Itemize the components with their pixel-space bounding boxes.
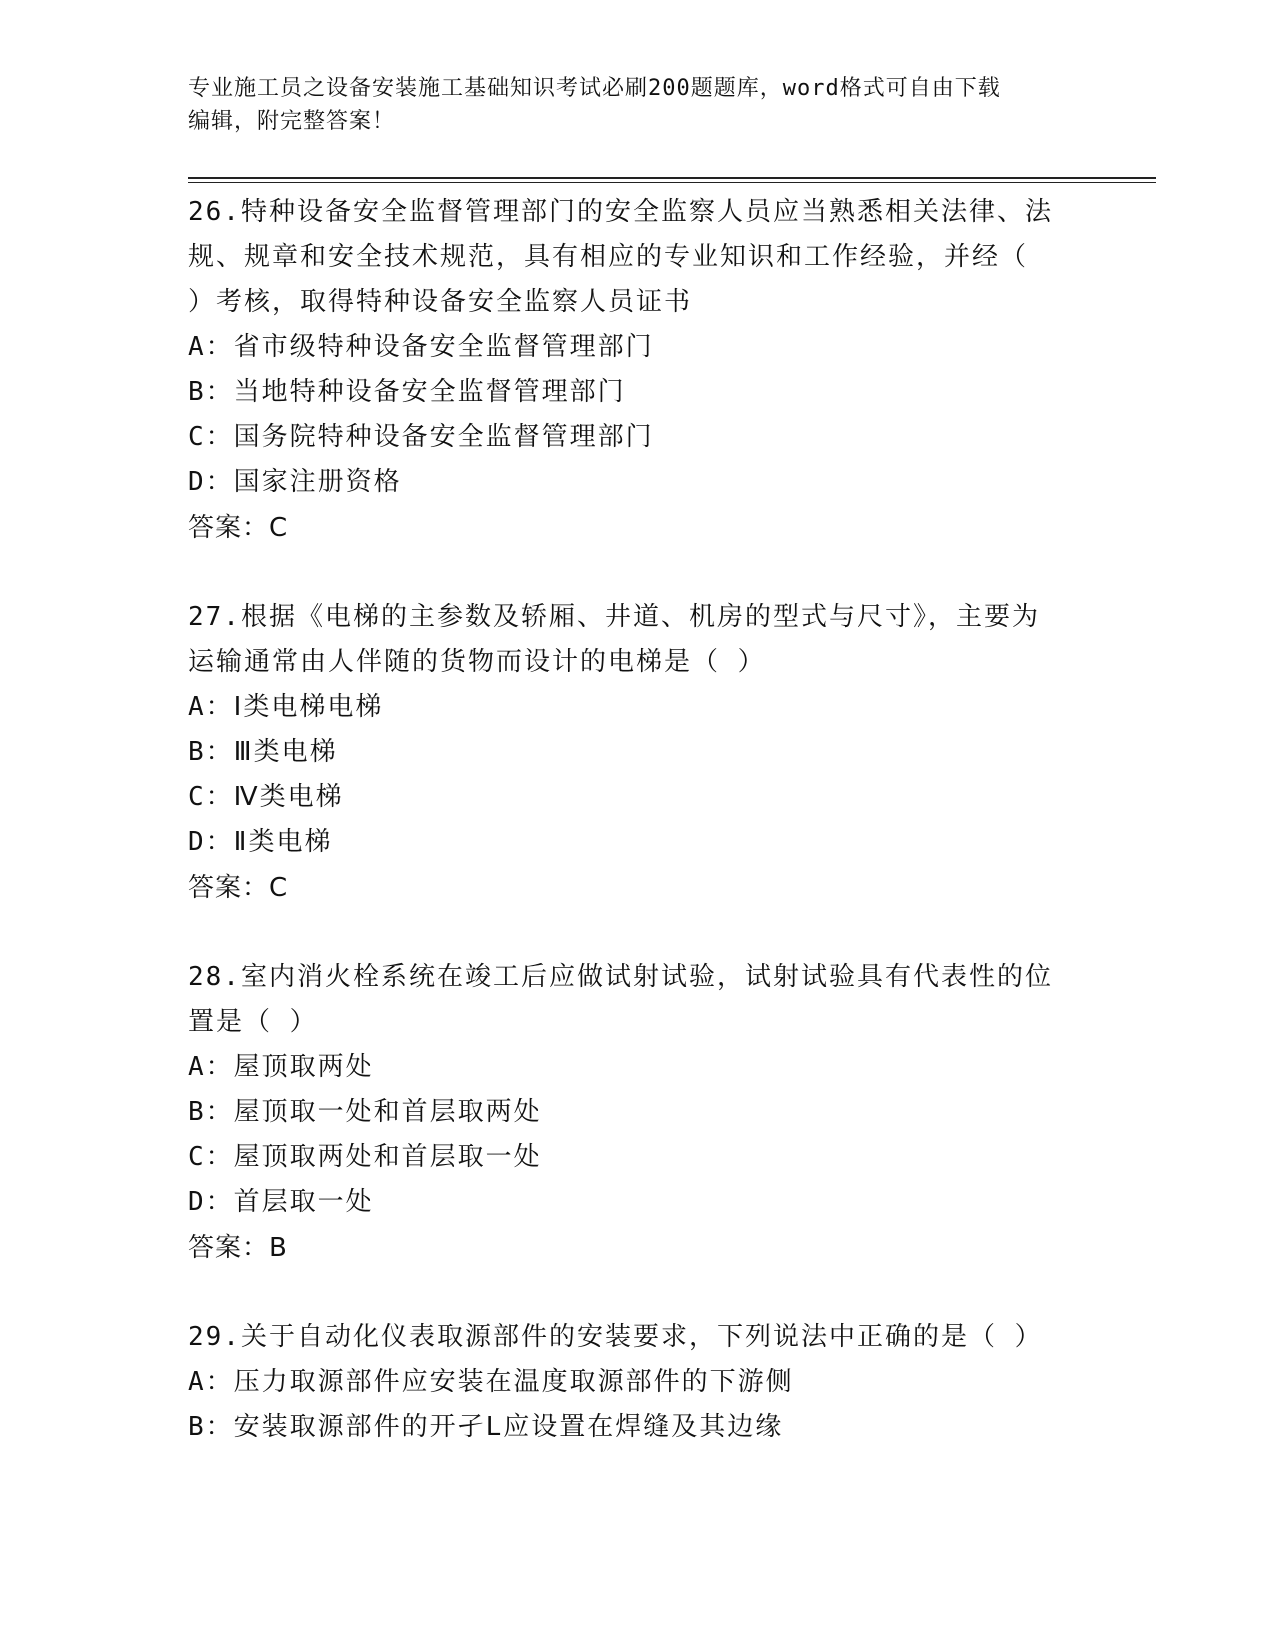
- answer-line: 答案：C: [188, 513, 289, 543]
- header-line-1: 专业施工员之设备安装施工基础知识考试必刷200题题库，word格式可自由下载: [188, 76, 1001, 101]
- answer-line: 答案：B: [188, 1233, 288, 1263]
- question-stem: [188, 955, 1088, 1045]
- option-a: A：省市级特种设备安全监督管理部门: [188, 332, 654, 362]
- header-line-2: 编辑，附完整答案！: [188, 109, 396, 134]
- question-28: [188, 955, 1088, 1271]
- stem-line: 规、规章和安全技术规范，具有相应的专业知识和工作经验，并经（: [188, 242, 1029, 272]
- option-b: B：当地特种设备安全监督管理部门: [188, 377, 626, 407]
- option-b: B：屋顶取一处和首层取两处: [188, 1097, 542, 1127]
- stem-line: 26.特种设备安全监督管理部门的安全监察人员应当熟悉相关法律、法: [188, 197, 1053, 227]
- answer-line: 答案：C: [188, 873, 289, 903]
- stem-line: 29.关于自动化仪表取源部件的安装要求，下列说法中正确的是（ ）: [188, 1322, 1043, 1352]
- option-c: C：Ⅳ类电梯: [188, 782, 344, 812]
- option-b: B：Ⅲ类电梯: [188, 737, 338, 767]
- option-a: A：压力取源部件应安装在温度取源部件的下游侧: [188, 1367, 794, 1397]
- question-list: [188, 190, 1088, 1494]
- option-d: D：首层取一处: [188, 1187, 374, 1217]
- stem-line: 28.室内消火栓系统在竣工后应做试射试验，试射试验具有代表性的位: [188, 962, 1053, 992]
- option-a: A：屋顶取两处: [188, 1052, 374, 1082]
- stem-line: 置是（ ）: [188, 1007, 318, 1037]
- header-divider: [188, 177, 1156, 183]
- option-c: C：国务院特种设备安全监督管理部门: [188, 422, 654, 452]
- option-b: B：安装取源部件的开孑L应设置在焊缝及其边缘: [188, 1412, 784, 1442]
- option-a: A：Ⅰ类电梯电梯: [188, 692, 384, 722]
- question-stem: [188, 190, 1088, 325]
- stem-line: 27.根据《电梯的主参数及轿厢、井道、机房的型式与尺寸》，主要为: [188, 602, 1040, 632]
- question-29: [188, 1315, 1088, 1450]
- question-stem: [188, 595, 1088, 685]
- question-stem: [188, 1315, 1088, 1360]
- question-26: [188, 190, 1088, 551]
- option-d: D：国家注册资格: [188, 467, 402, 497]
- option-c: C：屋顶取两处和首层取一处: [188, 1142, 542, 1172]
- option-d: D：Ⅱ类电梯: [188, 827, 333, 857]
- stem-line: ）考核，取得特种设备安全监察人员证书: [188, 287, 693, 317]
- stem-line: 运输通常由人伴随的货物而设计的电梯是（ ）: [188, 647, 766, 677]
- document-header: [188, 72, 1088, 138]
- question-27: [188, 595, 1088, 911]
